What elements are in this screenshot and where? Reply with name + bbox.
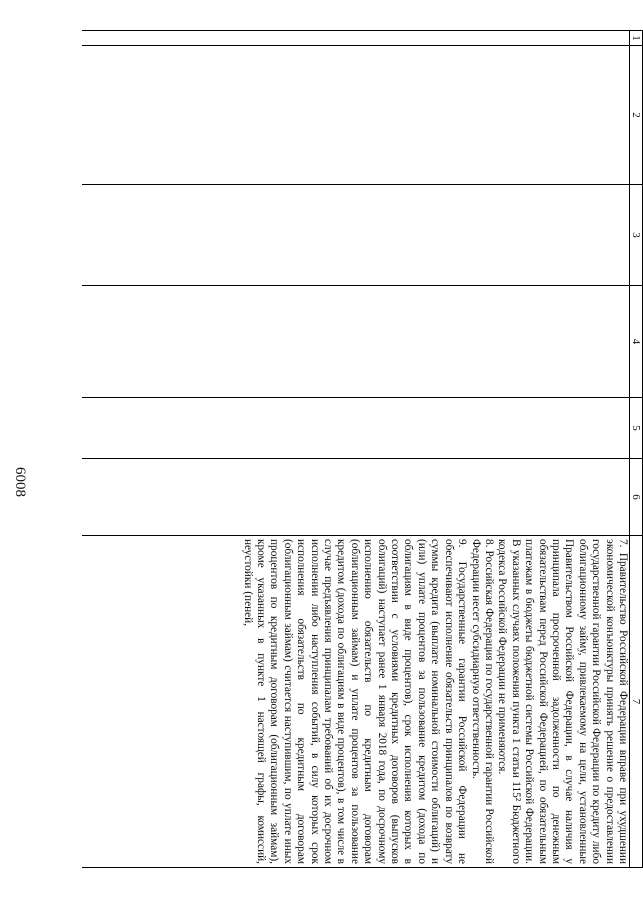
page-number: 6008 (12, 467, 28, 497)
header-col-5: 5 (630, 398, 643, 459)
table-row (82, 31, 630, 868)
header-col-2: 2 (630, 46, 643, 185)
header-col-7: 7 (630, 536, 643, 868)
cell-col-7 (82, 536, 630, 868)
cell-col-2 (82, 46, 630, 185)
cell-col-6 (82, 459, 630, 536)
cell-col-5 (82, 398, 630, 459)
clause-7-paragraph: 7. Правительство Российской Федерации вправе при ухудшении экономической конъюнктуры принять решение о предоставлении государственной гарантии Российской Федерации по кредиту либо облигационному займу, привлекаемому на цели, установленные Правительством Российской Федерации, в случае наличия у принципала просроченной задолженности по денежным обязательствам перед Российской Федерацией, по обязательным платежам в бюджеты бюджетной системы Российской Федерации. В указанных случаях положения пункта 1 статьи 115² Бюджетного кодекса Российской Федерации не применяются. (496, 539, 629, 864)
header-col-6: 6 (630, 459, 643, 536)
table-header-row (630, 31, 643, 868)
header-col-4: 4 (630, 286, 643, 398)
cell-col-1 (82, 31, 630, 46)
clause-8-paragraph: 8. Российская Федерация по государственной гарантии Российской Федерации несет субсидиарную ответственность. (469, 539, 495, 864)
guarantees-table (82, 30, 643, 868)
cell-col-3 (82, 185, 630, 286)
header-col-3: 3 (630, 185, 643, 286)
cell-col-4 (82, 286, 630, 398)
clause-9-paragraph: 9. Государственные гарантии Российской Федерации не обеспечивают исполнение обязательств принципалов по возврату суммы кредита (выплате номинальной стоимости облигаций) и (или) уплате процентов за пользование кредитом (дохода по облигациям в виде процентов), срок исполнения которых в соответствии с условиями кредитных договоров (выпусков облигаций) наступает ранее 1 января 2018 года, по досрочному исполнению обязательств по кредитным договорам (облигационным займам) и уплате процентов за пользование кредитом (дохода по облигациям в виде процентов), в том числе в случае предъявления принципалам требований об их досрочном исполнении либо наступления событий, в силу которых срок исполнения обязательств по кредитным договорам (облигационным займам) считается наступившим, по уплате иных процентов по кредитным договорам (облигационным займам), кроме указанных в пункте 1 настоящей графы, комиссий, неустойки (пеней, (241, 539, 469, 864)
header-col-1: 1 (630, 31, 643, 46)
rotated-table-sheet (75, 30, 643, 868)
